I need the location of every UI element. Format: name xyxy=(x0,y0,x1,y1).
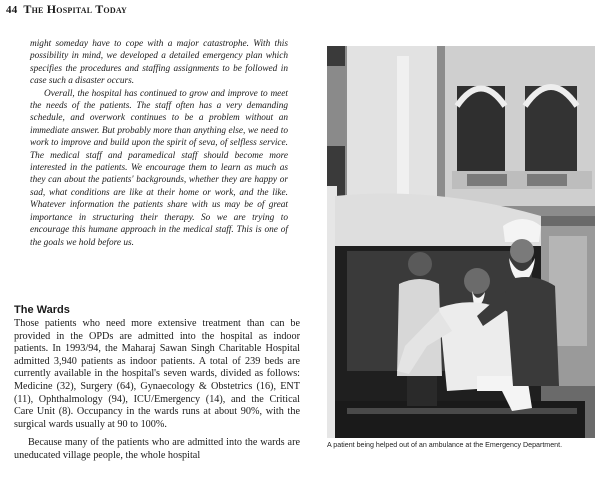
quote-block xyxy=(30,38,288,249)
running-header xyxy=(6,2,127,17)
body-paragraph: Those patients who need more extensive treatment than can be provided in the OPDs are admitted into the hospital as indoor patients. In 1993/94, the Maharaj Sawan Singh Charitable Hospital admitted 3,940 patients as indoor patients. A total of 239 beds are currently available in the hospital's seven wards, divided as follows: Medicine (32), Surgery (64), Gynaecology & Obstetrics (16), ENT (11), Ophthalmology (94), ICU/Emergency (14), and the Critical Care Unit (8). Occupancy in the wards runs at about 90%, with the surgical wards usually at 90 to 100%. xyxy=(14,318,300,430)
quote-paragraph: Overall, the hospital has continued to grow and improve to meet the needs of the patients. The staff often has a very demanding schedule, and overwork continues to be a problem without an immediate answer. But probably more than anything else, we need to work to improve and build upon the spirit of seva, of selfless service. The medical staff and paramedical staff should become more interested in the patients. We encourage them to learn as much as they can about the patients' backgrounds, whether they are happy or sad, what conditions are like at their home or work, and the like. Whatever information the patients share with us may be of great importance in structuring their therapy. So we are trying to encourage this humane approach in the medical staff. This is one of the goals we hold before us. xyxy=(30,88,288,248)
body-paragraph: Because many of the patients who are admitted into the wards are uneducated village people, the whole hospital xyxy=(14,437,300,461)
quote-paragraph: might someday have to cope with a major catastrophe. With this possibility in mind, we developed a detailed emergency plan which specifies the procedures and staffing assignments to be followed in case such a disaster occurs. xyxy=(30,39,288,87)
running-title: The Hospital Today xyxy=(23,2,128,16)
ambulance-photo xyxy=(327,46,595,438)
body-text xyxy=(14,318,300,463)
page-number: 44 xyxy=(6,4,18,16)
ambulance-photo-illustration xyxy=(327,46,595,438)
section-heading: The Wards xyxy=(14,304,70,316)
photo-caption: A patient being helped out of an ambulance at the Emergency Department. xyxy=(327,441,563,449)
